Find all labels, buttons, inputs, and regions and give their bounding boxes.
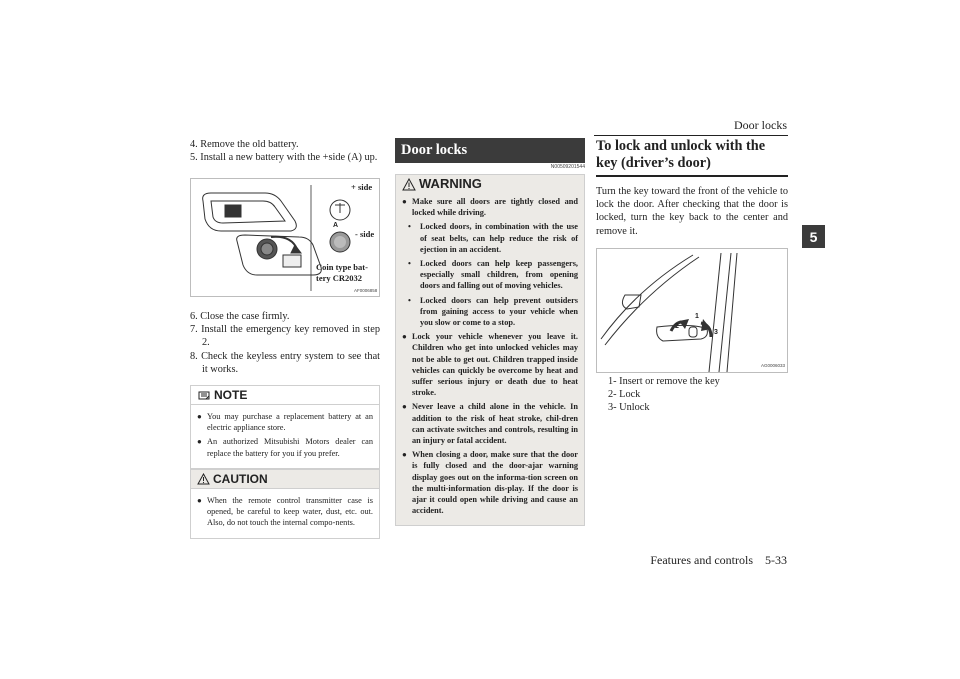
reference-code: N00509201544 [550, 164, 585, 170]
warning-item: ● Lock your vehicle whenever you leave it. Children who get into unlocked vehicles may not be able to get out. Children trapped inside vehicles can quickly be overcome by heat and suffer serious injury or death due to heat stroke. [402, 332, 578, 398]
caution-body [191, 489, 379, 538]
note-item: ● An authorized Mitsubishi Motors dealer can replace the battery for you if you prefer. [197, 437, 373, 458]
key-lock-heading-text: To lock and unlock with the key (driver’s door) [596, 138, 766, 171]
right-column [596, 138, 788, 414]
note-header [191, 386, 379, 405]
header-rule [594, 135, 788, 136]
step-item: 6. Close the case firmly. [190, 311, 290, 322]
left-column [190, 138, 380, 528]
figure-code: AF0006858 [354, 288, 378, 293]
door-locks-heading: Door locks [395, 138, 585, 163]
warning-title: WARNING [419, 176, 482, 191]
step-item: 8. Check the keyless entry system to see that it works. [190, 350, 380, 375]
figure-number-3: 3 [714, 329, 718, 336]
note-icon [197, 390, 211, 401]
caution-title: CAUTION [213, 472, 268, 486]
warning-box [395, 174, 585, 526]
legend-item: 3- Unlock [608, 402, 650, 414]
coin-battery-label: Coin type bat-tery CR2032 [316, 262, 368, 283]
battery-figure [190, 178, 380, 297]
step-item: 4. Remove the old battery. [190, 139, 299, 150]
key-lock-body: Turn the key toward the front of the vehicle to lock the door. After checking that the door is locked, turn the key back to the center and remove it. [596, 186, 788, 237]
caution-triangle-icon [197, 473, 210, 485]
running-footer: Features and controls 5-33 [650, 553, 787, 567]
warning-subitem: • Locked doors can help keep passengers, especially small children, from opening doors and falling out of moving vehicles. [408, 259, 578, 291]
key-lock-heading [596, 138, 788, 177]
warning-item: ● Make sure all doors are tightly closed and locked while driving. [402, 197, 578, 218]
figure-number-1: 1 [695, 313, 699, 320]
figure-legend [608, 375, 788, 415]
note-title: NOTE [214, 388, 248, 402]
label-a: A [333, 222, 339, 229]
minus-side-label: - side [355, 229, 375, 239]
warning-subitem: • Locked doors, in combination with the use of seat belts, can help reduce the risk of ejection in an accident. [408, 222, 578, 254]
running-header: Door locks [734, 118, 787, 132]
note-item: ● You may purchase a replacement battery at an electric appliance store. [197, 412, 373, 433]
warning-item: ● When closing a door, make sure that the door is fully closed and the door-ajar warning display goes out on the informa-tion screen on the multi-information dis-play. If the door is ajar it could open while driving and cause an accident. [402, 450, 578, 516]
figure-code: AG0006033 [761, 363, 786, 368]
door-key-figure [596, 248, 788, 373]
warning-subitem: • Locked doors can help prevent outsiders from gaining access to your vehicle when you slow or come to a stop. [408, 295, 578, 328]
step-item: 7. Install the emergency key removed in step 2. [190, 324, 380, 349]
warning-body [396, 193, 584, 525]
note-box [190, 385, 380, 469]
warning-header [396, 175, 584, 193]
chapter-number: 5 [809, 228, 818, 245]
plus-side-label: + side [351, 182, 373, 192]
middle-column [395, 138, 585, 516]
warning-item: ● Never leave a child alone in the vehicle. In addition to the risk of heat stroke, chil-dren can activate switches and controls, resulting in an injury or fatal accident. [402, 402, 578, 446]
caution-header [191, 470, 379, 489]
warning-triangle-icon [402, 178, 416, 191]
battery-steps-a [190, 138, 380, 164]
note-body [191, 405, 379, 468]
caution-box [190, 469, 380, 539]
legend-item: 1- Insert or remove the key [608, 376, 720, 387]
figure-number-2: 2 [675, 323, 679, 330]
battery-steps-b [190, 310, 380, 376]
caution-item: ● When the remote control transmitter case is opened, be careful to keep water, dust, etc. out. Also, do not touch the internal compo-nents. [197, 496, 373, 528]
door-lock-illustration [597, 249, 787, 372]
legend-item: 2- Lock [608, 389, 641, 401]
chapter-tab [802, 225, 825, 248]
step-item: 5. Install a new battery with the +side (A) up. [190, 152, 378, 164]
